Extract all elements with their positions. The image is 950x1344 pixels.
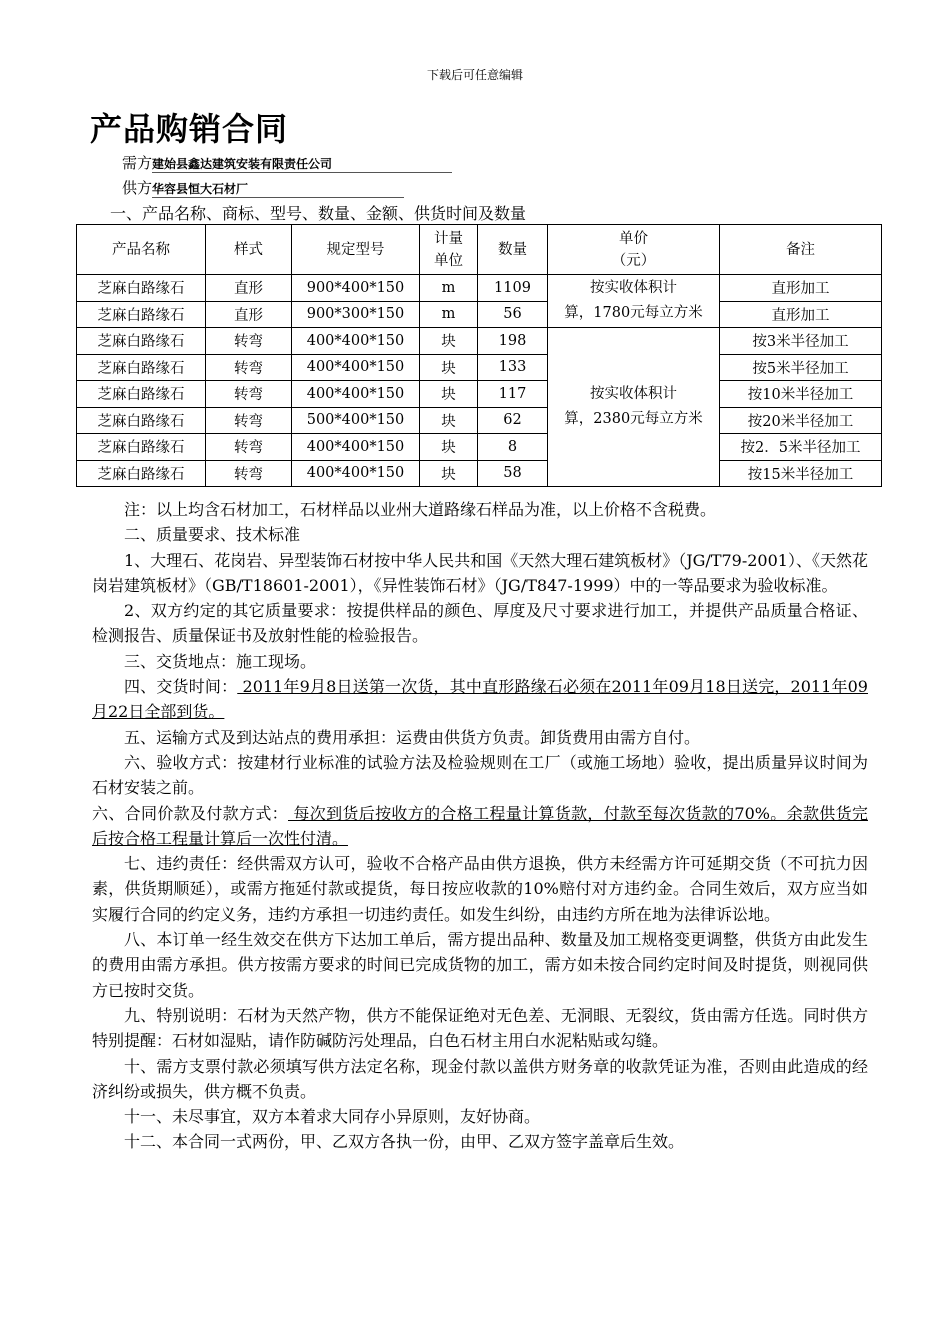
section7-liability: 七、违约责任：经供需双方认可，验收不合格产品由供方退换，供方未经需方许可延期交货（不可抗力因素，供货期顺延），或需方拖延付款或提货，每日按应收款的10%赔付对方违约金。合同生效后，双方应当如实履行合同的约定义务，违约方承担一切违约责任。如发生纠纷，由违约方所在地为法律诉讼地。 <box>92 854 868 924</box>
buyer-name: 建始县鑫达建筑安装有限责任公司 <box>152 155 452 173</box>
col-header-qty: 数量 <box>478 225 548 275</box>
col-header-unit: 计量 单位 <box>420 225 478 275</box>
cell-unit: 块 <box>420 354 478 381</box>
cell-unit: 块 <box>420 434 478 461</box>
page-title: 产品购销合同 <box>90 110 289 148</box>
cell-qty: 8 <box>478 434 548 461</box>
cell-name: 芝麻白路缘石 <box>77 407 206 434</box>
section11-misc: 十一、未尽事宜，双方本着求大同存小异原则，友好协商。 <box>124 1107 541 1127</box>
payment-terms-text: 每次到货后按收方的合格工程量计算货款，付款至每次货款的70%。余款供货完后按合格工程量计算后一次性付清。 <box>92 803 868 848</box>
supplier-name: 华容县恒大石材厂 <box>152 180 404 198</box>
cell-remark: 按15米半径加工 <box>720 460 882 487</box>
section4-delivery-time: 四、交货时间： 2011年9月8日送第一次货，其中直形路缘石必须在2011年09月18日送完，2011年09月22日全部到货。 <box>92 677 868 722</box>
cell-qty: 56 <box>478 301 548 328</box>
cell-style: 转弯 <box>206 434 292 461</box>
supplier-line <box>122 177 404 198</box>
cell-unit: 块 <box>420 328 478 355</box>
table-header-row <box>77 225 882 275</box>
cell-unit: m <box>420 275 478 302</box>
cell-name: 芝麻白路缘石 <box>77 434 206 461</box>
section3-delivery-place: 三、交货地点：施工现场。 <box>124 651 317 671</box>
cell-name: 芝麻白路缘石 <box>77 460 206 487</box>
cell-remark: 按2．5米半径加工 <box>720 434 882 461</box>
delivery-time-text: 2011年9月8日送第一次货，其中直形路缘石必须在2011年09月18日送完，2011年09月22日全部到货。 <box>92 677 868 722</box>
supplier-label: 供方 <box>122 179 153 197</box>
cell-qty: 62 <box>478 407 548 434</box>
cell-model: 400*400*150 <box>292 328 420 355</box>
cell-model: 900*300*150 <box>292 301 420 328</box>
cell-remark: 按10米半径加工 <box>720 381 882 408</box>
cell-name: 芝麻白路缘石 <box>77 381 206 408</box>
cell-qty: 198 <box>478 328 548 355</box>
cell-unit: 块 <box>420 407 478 434</box>
cell-model: 400*400*150 <box>292 434 420 461</box>
cell-remark: 按20米半径加工 <box>720 407 882 434</box>
product-table <box>76 224 882 487</box>
section2-heading: 二、质量要求、技术标准 <box>124 525 301 545</box>
cell-model: 900*400*150 <box>292 275 420 302</box>
cell-qty: 1109 <box>478 275 548 302</box>
section6-payment: 六、合同价款及付款方式： 每次到货后按收方的合格工程量计算货款，付款至每次货款的70%。余款供货完后按合格工程量计算后一次性付清。 <box>92 803 868 848</box>
section9-special-notes: 九、特别说明：石材为天然产物，供方不能保证绝对无色差、无洞眼、无裂纹，货由需方任选。同时供方特别提醒：石材如湿贴，请作防碱防污处理品，白色石材主用白水泥粘贴或勾缝。 <box>92 1005 868 1051</box>
col-header-model: 规定型号 <box>292 225 420 275</box>
section2-clause1: 1、大理石、花岗岩、异型装饰石材按中华人民共和国《天然大理石建筑板材》（JG/T79-2001）、《天然花岗岩建筑板材》（GB/T18601-2001），《异性装饰石材》（JG/T847-1999）中的一等品要求为验收标准。 <box>92 550 868 595</box>
section2-clause2: 2、双方约定的其它质量要求：按提供样品的颜色、厚度及尺寸要求进行加工，并提供产品质量合格证、检测报告、质量保证书及放射性能的检验报告。 <box>92 601 868 646</box>
cell-remark: 直形加工 <box>720 275 882 302</box>
table-row <box>77 354 882 381</box>
cell-price-group2: 按实收体积计 算，2380元每立方米 <box>548 328 720 487</box>
cell-model: 400*400*150 <box>292 381 420 408</box>
section1-heading: 一、产品名称、商标、型号、数量、金额、供货时间及数量 <box>110 204 527 223</box>
cell-remark: 按3米半径加工 <box>720 328 882 355</box>
buyer-line <box>122 152 452 173</box>
cell-style: 直形 <box>206 275 292 302</box>
col-header-remark: 备注 <box>720 225 882 275</box>
cell-model: 400*400*150 <box>292 354 420 381</box>
table-row <box>77 460 882 487</box>
section8-order-change: 八、本订单一经生效交在供方下达加工单后，需方提出品种、数量及加工规格变更调整，供货方由此发生的费用由需方承担。供方按需方要求的时间已完成货物的加工，需方如未按合同约定时间及时提货，则视同供方已按时交货。 <box>92 930 868 1000</box>
cell-style: 转弯 <box>206 328 292 355</box>
table-row <box>77 301 882 328</box>
cell-model: 500*400*150 <box>292 407 420 434</box>
cell-unit: 块 <box>420 460 478 487</box>
header-note: 下载后可任意编辑 <box>426 68 523 82</box>
cell-remark: 直形加工 <box>720 301 882 328</box>
cell-name: 芝麻白路缘石 <box>77 328 206 355</box>
section10-payment-name: 十、需方支票付款必须填写供方法定名称，现金付款以盖供方财务章的收款凭证为准，否则由此造成的经济纠纷或损失，供方概不负责。 <box>92 1056 868 1101</box>
cell-style: 转弯 <box>206 407 292 434</box>
cell-style: 直形 <box>206 301 292 328</box>
buyer-label: 需方 <box>122 154 153 172</box>
table-row <box>77 381 882 408</box>
cell-qty: 58 <box>478 460 548 487</box>
cell-name: 芝麻白路缘石 <box>77 275 206 302</box>
cell-unit: 块 <box>420 381 478 408</box>
section12-copies: 十二、本合同一式两份，甲、乙双方各执一份，由甲、乙双方签字盖章后生效。 <box>124 1132 685 1152</box>
col-header-name: 产品名称 <box>77 225 206 275</box>
contract-body <box>92 497 868 1155</box>
cell-style: 转弯 <box>206 460 292 487</box>
section6-acceptance: 六、验收方式：按建材行业标准的试验方法及检验规则在工厂（或施工场地）验收，提出质量异议时间为石材安装之前。 <box>92 752 868 798</box>
cell-unit: m <box>420 301 478 328</box>
cell-qty: 117 <box>478 381 548 408</box>
table-row <box>77 407 882 434</box>
cell-style: 转弯 <box>206 354 292 381</box>
section5-transport: 五、运输方式及到达站点的费用承担：运费由供货方负责。卸货费用由需方自付。 <box>124 727 701 747</box>
cell-qty: 133 <box>478 354 548 381</box>
table-row <box>77 434 882 461</box>
cell-price-group1: 按实收体积计 算，1780元每立方米 <box>548 275 720 328</box>
cell-style: 转弯 <box>206 381 292 408</box>
price-note: 注：以上均含石材加工，石材样品以业州大道路缘石样品为准，以上价格不含税费。 <box>124 500 717 519</box>
cell-name: 芝麻白路缘石 <box>77 354 206 381</box>
cell-name: 芝麻白路缘石 <box>77 301 206 328</box>
cell-remark: 按5米半径加工 <box>720 354 882 381</box>
table-row <box>77 328 882 355</box>
col-header-style: 样式 <box>206 225 292 275</box>
cell-model: 400*400*150 <box>292 460 420 487</box>
col-header-price: 单价 （元） <box>548 225 720 275</box>
table-row <box>77 275 882 302</box>
